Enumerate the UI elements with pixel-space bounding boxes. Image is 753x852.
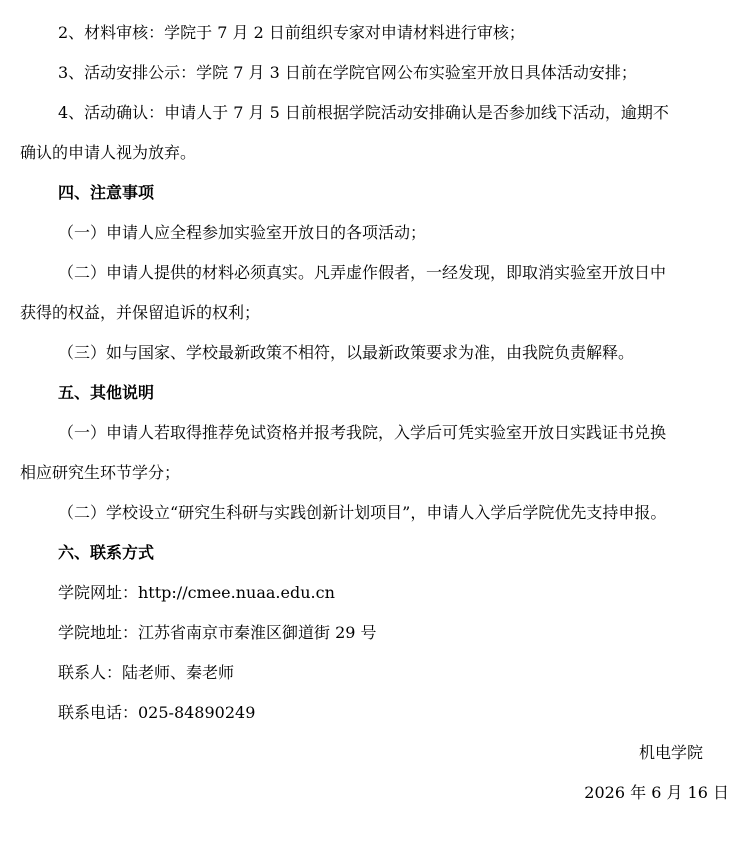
other-item-1: （一）申请人若取得推荐免试资格并报考我院，入学后可凭实验室开放日实践证书兑换 <box>58 423 667 442</box>
contact-address: 学院地址：江苏省南京市秦淮区御道街 29 号 <box>58 623 377 642</box>
other-item-1-cont: 相应研究生环节学分； <box>20 463 181 482</box>
section-heading-notes: 四、注意事项 <box>58 183 155 202</box>
section-heading-other: 五、其他说明 <box>58 383 155 402</box>
note-item-1: （一）申请人应全程参加实验室开放日的各项活动； <box>58 223 427 242</box>
note-item-3: （三）如与国家、学校最新政策不相符，以最新政策要求为准，由我院负责解释。 <box>58 343 635 362</box>
contact-person: 联系人：陆老师、秦老师 <box>58 663 235 682</box>
contact-website: 学院网址：http://cmee.nuaa.edu.cn <box>58 583 335 602</box>
note-item-2: （二）申请人提供的材料必须真实。凡弄虚作假者，一经发现，即取消实验室开放日中 <box>58 263 667 282</box>
paragraph-material-review: 2、材料审核：学院于 7 月 2 日前组织专家对申请材料进行审核； <box>58 23 525 42</box>
signature-organization: 机电学院 <box>638 743 703 762</box>
signature-date: 2026 年 6 月 16 日 <box>584 783 729 802</box>
paragraph-schedule-announcement: 3、活动安排公示：学院 7 月 3 日前在学院官网公布实验室开放日具体活动安排； <box>58 63 637 82</box>
section-heading-contact: 六、联系方式 <box>58 543 155 562</box>
contact-phone: 联系电话：025-84890249 <box>58 703 256 722</box>
paragraph-activity-confirmation-cont: 确认的申请人视为放弃。 <box>20 143 197 162</box>
other-item-2: （二）学校设立“研究生科研与实践创新计划项目”，申请人入学后学院优先支持申报。 <box>58 503 667 522</box>
note-item-2-cont: 获得的权益，并保留追诉的权利； <box>20 303 261 322</box>
paragraph-activity-confirmation: 4、活动确认：申请人于 7 月 5 日前根据学院活动安排确认是否参加线下活动，逾期不 <box>58 103 669 122</box>
